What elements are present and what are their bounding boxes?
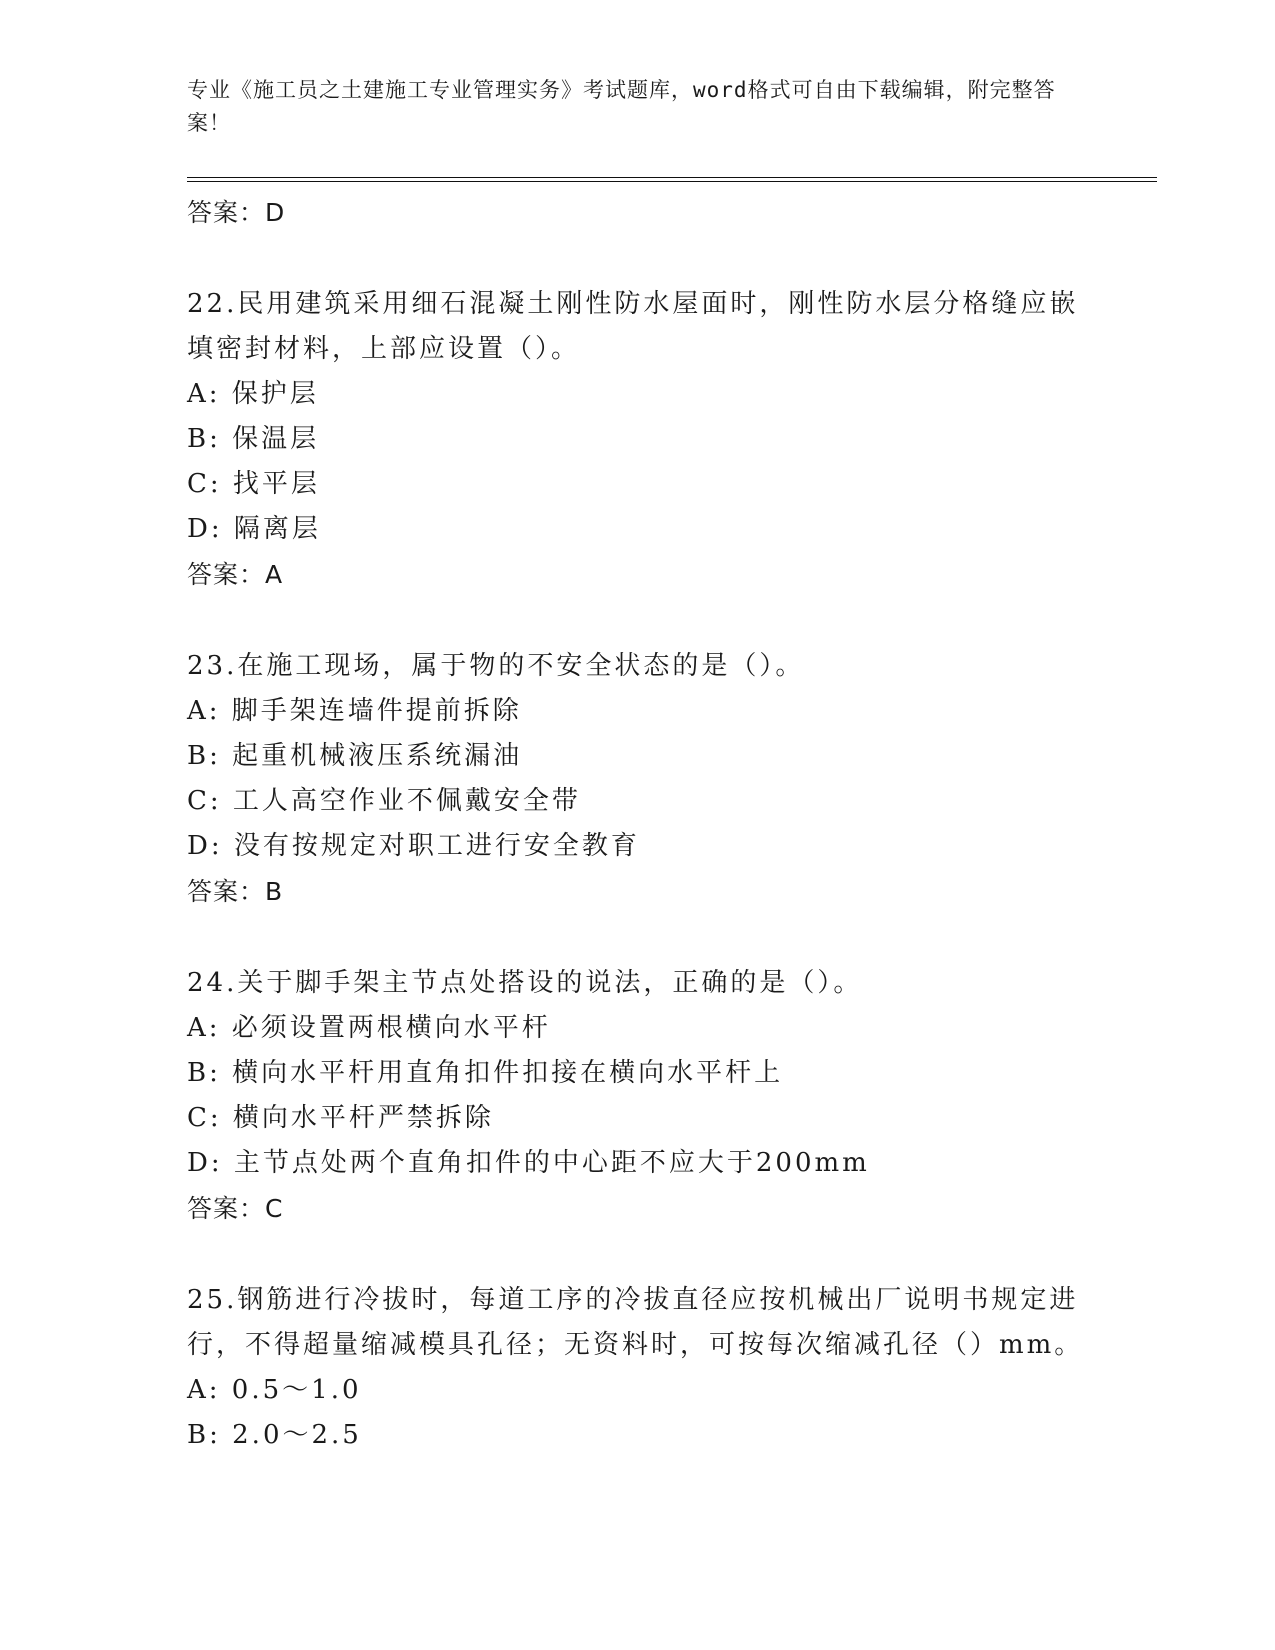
question-text: 23.在施工现场，属于物的不安全状态的是（）。 (187, 651, 805, 681)
question-block-23 (187, 644, 1087, 914)
spacer (187, 597, 1087, 644)
answer-line: 答案：C (187, 1194, 284, 1223)
option-b: B: 横向水平杆用直角扣件扣接在横向水平杆上 (187, 1058, 784, 1088)
spacer (187, 914, 1087, 961)
option-b: B: 保温层 (187, 424, 320, 454)
option-c: C: 工人高空作业不佩戴安全带 (187, 786, 581, 816)
document-body (187, 190, 1087, 1458)
option-d: D: 没有按规定对职工进行安全教育 (187, 831, 640, 861)
document-header (187, 74, 1067, 140)
question-block-25 (187, 1278, 1087, 1458)
question-text: 24.关于脚手架主节点处搭设的说法，正确的是（）。 (187, 968, 863, 998)
option-b: B: 2.0～2.5 (187, 1420, 362, 1450)
option-c: C: 找平层 (187, 469, 320, 499)
answer-line: 答案：A (187, 560, 284, 589)
option-b: B: 起重机械液压系统漏油 (187, 741, 523, 771)
option-a: A: 必须设置两根横向水平杆 (187, 1013, 551, 1043)
header-text: 专业《施工员之土建施工专业管理实务》考试题库，word格式可自由下载编辑，附完整答案！ (187, 78, 1056, 135)
spacer (187, 235, 1087, 282)
option-d: D: 主节点处两个直角扣件的中心距不应大于200mm (187, 1148, 870, 1178)
question-block-24 (187, 961, 1087, 1231)
spacer (187, 1231, 1087, 1278)
option-d: D: 隔离层 (187, 514, 321, 544)
question-text: 22.民用建筑采用细石混凝土刚性防水屋面时，刚性防水层分格缝应嵌填密封材料，上部应设置（）。 (187, 289, 1079, 364)
answer-line: 答案：D (187, 198, 286, 227)
option-a: A: 保护层 (187, 379, 319, 409)
question-block-22 (187, 282, 1087, 597)
option-a: A: 脚手架连墙件提前拆除 (187, 696, 522, 726)
header-double-rule (187, 177, 1157, 182)
option-c: C: 横向水平杆严禁拆除 (187, 1103, 494, 1133)
question-text: 25.钢筋进行冷拔时，每道工序的冷拔直径应按机械出厂说明书规定进行，不得超量缩减模具孔径；无资料时，可按每次缩减孔径（）mm。 (187, 1285, 1084, 1360)
answer-line: 答案：B (187, 877, 284, 906)
option-a: A: 0.5～1.0 (187, 1375, 362, 1405)
